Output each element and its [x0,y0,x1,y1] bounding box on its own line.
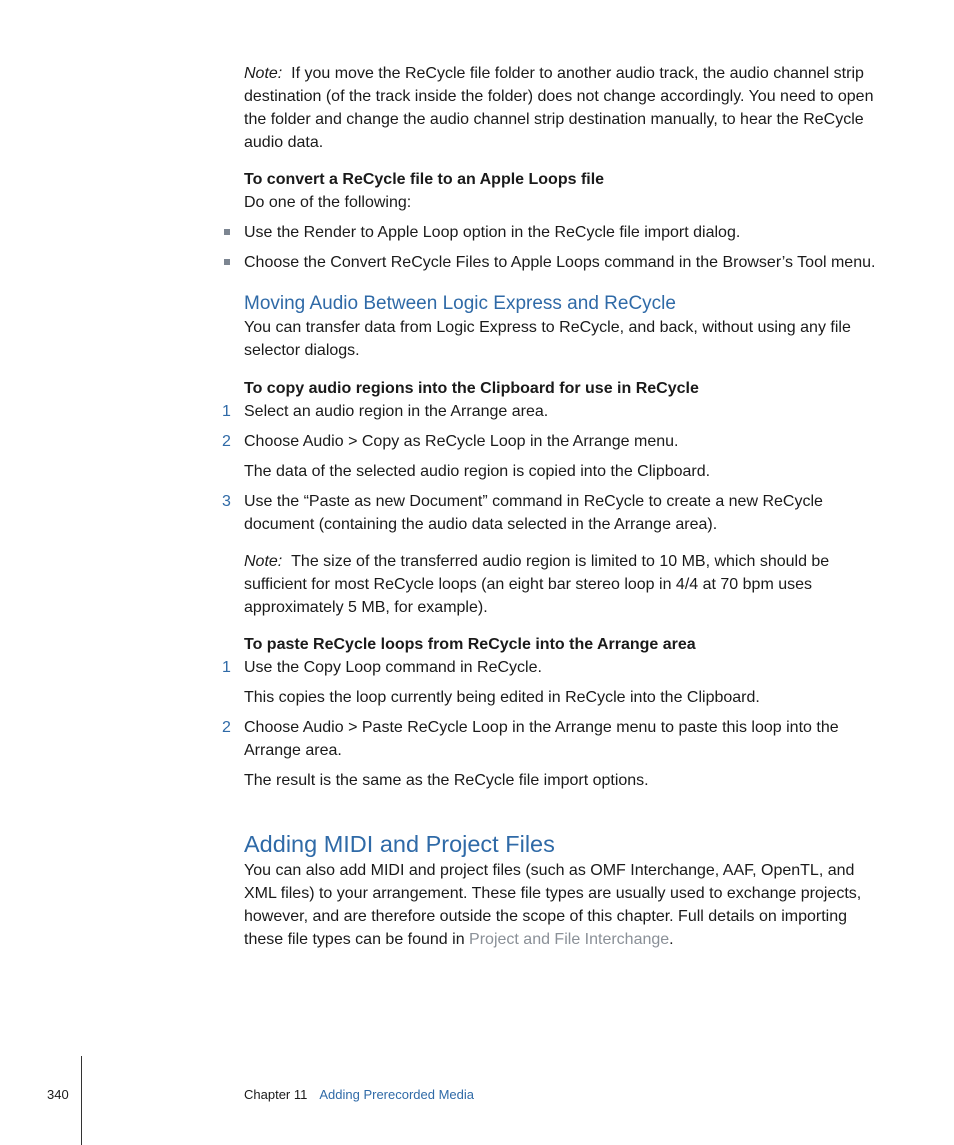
step-text: Choose Audio > Paste ReCycle Loop in the Arrange menu to paste this loop into the Arrange area. [244,719,839,759]
step-text: Choose Audio > Copy as ReCycle Loop in the Arrange menu. [244,433,679,450]
footer-divider [81,1056,82,1145]
note-label: Note: [244,553,283,570]
task-intro: Do one of the following: [244,194,412,211]
step-result: The result is the same as the ReCycle file import options. [244,772,649,789]
step-result: This copies the loop currently being edited in ReCycle into the Clipboard. [244,689,760,706]
bullet-text: Choose the Convert ReCycle Files to Apple Loops command in the Browser’s Tool menu. [244,254,876,271]
step-number: 3 [222,493,231,510]
note-paragraph [244,550,884,619]
note-label: Note: [244,65,283,82]
step-item [222,490,884,536]
step-number: 2 [222,719,231,736]
step-result: The data of the selected audio region is copied into the Clipboard. [244,463,711,480]
step-item [222,716,884,762]
task-heading-paste: To paste ReCycle loops from ReCycle into the Arrange area [244,636,696,653]
bullet-item [244,251,884,274]
step-item [222,656,884,679]
section-body [244,859,884,951]
chapter-title: Adding Prerecorded Media [319,1087,475,1102]
bullet-square-icon [224,259,230,265]
note-paragraph [244,62,884,154]
note-text: The size of the transferred audio region is limited to 10 MB, which should be sufficient for most ReCycle loops (an eight bar stereo loop in 4/4 at 70 bpm uses approximately 5 MB, for example). [244,553,830,616]
section-body-end: . [669,931,674,948]
step-text: Select an audio region in the Arrange area. [244,403,549,420]
task-heading-convert: To convert a ReCycle file to an Apple Loops file [244,171,605,188]
footer-chapter [244,1086,474,1104]
section-heading-adding-midi: Adding MIDI and Project Files [244,831,555,857]
step-item [222,430,884,453]
bullet-text: Use the Render to Apple Loop option in the ReCycle file import dialog. [244,224,741,241]
bullet-item [244,221,884,244]
page-number: 340 [47,1087,69,1102]
section-heading-moving-audio: Moving Audio Between Logic Express and ReCycle [244,293,676,314]
step-number: 1 [222,403,231,420]
section-intro: You can transfer data from Logic Express to ReCycle, and back, without using any file selector dialogs. [244,319,851,359]
cross-reference-link[interactable]: Project and File Interchange [469,931,670,948]
note-text: If you move the ReCycle file folder to another audio track, the audio channel strip destination (of the track inside the folder) does not change accordingly. You need to open the folder and change the audio channel strip destination manually, to hear the ReCycle audio data. [244,65,874,151]
task-heading-copy: To copy audio regions into the Clipboard for use in ReCycle [244,380,699,397]
step-text: Use the “Paste as new Document” command in ReCycle to create a new ReCycle document (containing the audio data selected in the Arrange area). [244,493,823,533]
step-item [222,400,884,423]
section-body-text: You can also add MIDI and project files (such as OMF Interchange, AAF, OpenTL, and XML files) to your arrangement. These file types are usually used to exchange projects, however, and are therefore outside the scope of this chapter. Full details on importing these file types can be found in [244,862,862,948]
chapter-label: Chapter 11 [244,1087,308,1102]
step-number: 2 [222,433,231,450]
bullet-square-icon [224,229,230,235]
step-number: 1 [222,659,231,676]
step-text: Use the Copy Loop command in ReCycle. [244,659,542,676]
